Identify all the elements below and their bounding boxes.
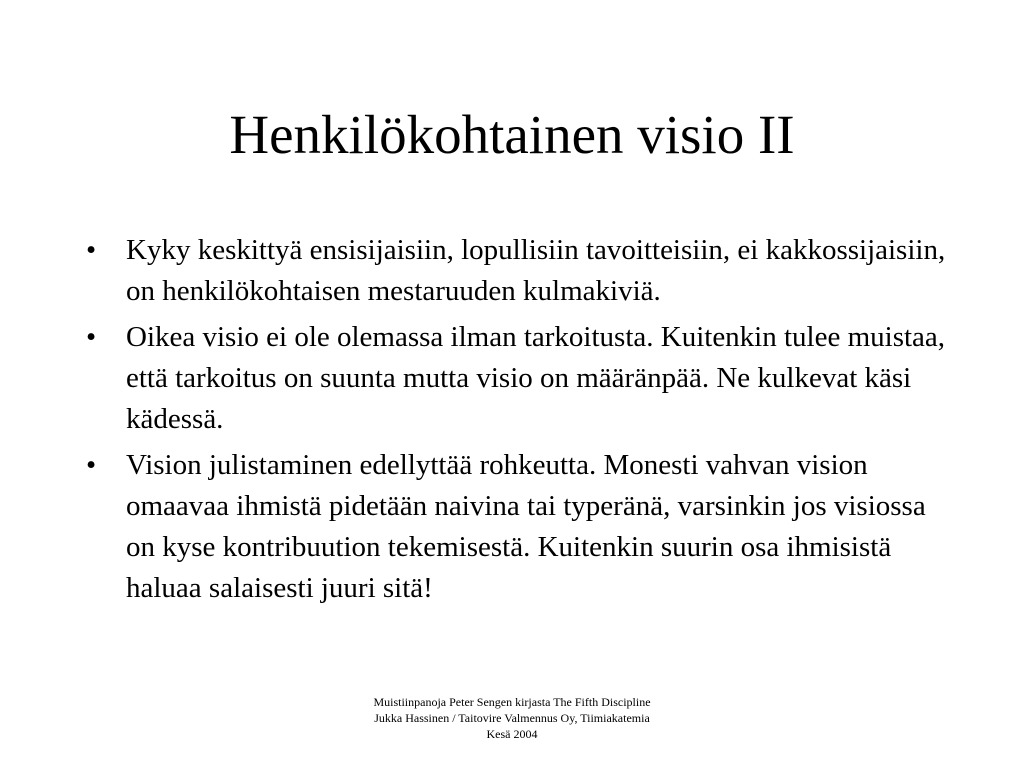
bullet-item — [78, 445, 958, 609]
footer-source-line: Muistiinpanoja Peter Sengen kirjasta The Fifth Discipline — [373, 695, 651, 709]
bullet-marker: • — [86, 449, 97, 481]
bullet-text: Kyky keskittyä ensisijaisiin, lopullisiin tavoitteisiin, ei kakkossijaisiin, on henkilökohtaisen mestaruuden kulmakiviä. — [126, 234, 946, 307]
bullet-text: Vision julistaminen edellyttää rohkeutta. Monesti vahvan vision omaavaa ihmistä pidetään naivina tai typeränä, varsinkin jos visiossa on kyse kontribuution tekemisestä. Kuitenkin suurin osa ihmisistä haluaa salaisesti juuri sitä! — [126, 449, 926, 604]
slide-footer — [0, 694, 1024, 742]
bullet-marker: • — [86, 321, 97, 353]
bullet-marker: • — [86, 234, 97, 266]
slide-title: Henkilökohtainen visio II — [229, 104, 795, 165]
footer-date-line: Kesä 2004 — [486, 727, 538, 741]
bullet-list — [78, 230, 958, 614]
bullet-item — [78, 230, 958, 312]
bullet-text: Oikea visio ei ole olemassa ilman tarkoitusta. Kuitenkin tulee muistaa, että tarkoitus on suunta mutta visio on määränpää. Ne kulkevat käsi kädessä. — [126, 321, 946, 435]
footer-author-line: Jukka Hassinen / Taitovire Valmennus Oy, Tiimiakatemia — [374, 711, 650, 725]
bullet-item — [78, 317, 958, 440]
